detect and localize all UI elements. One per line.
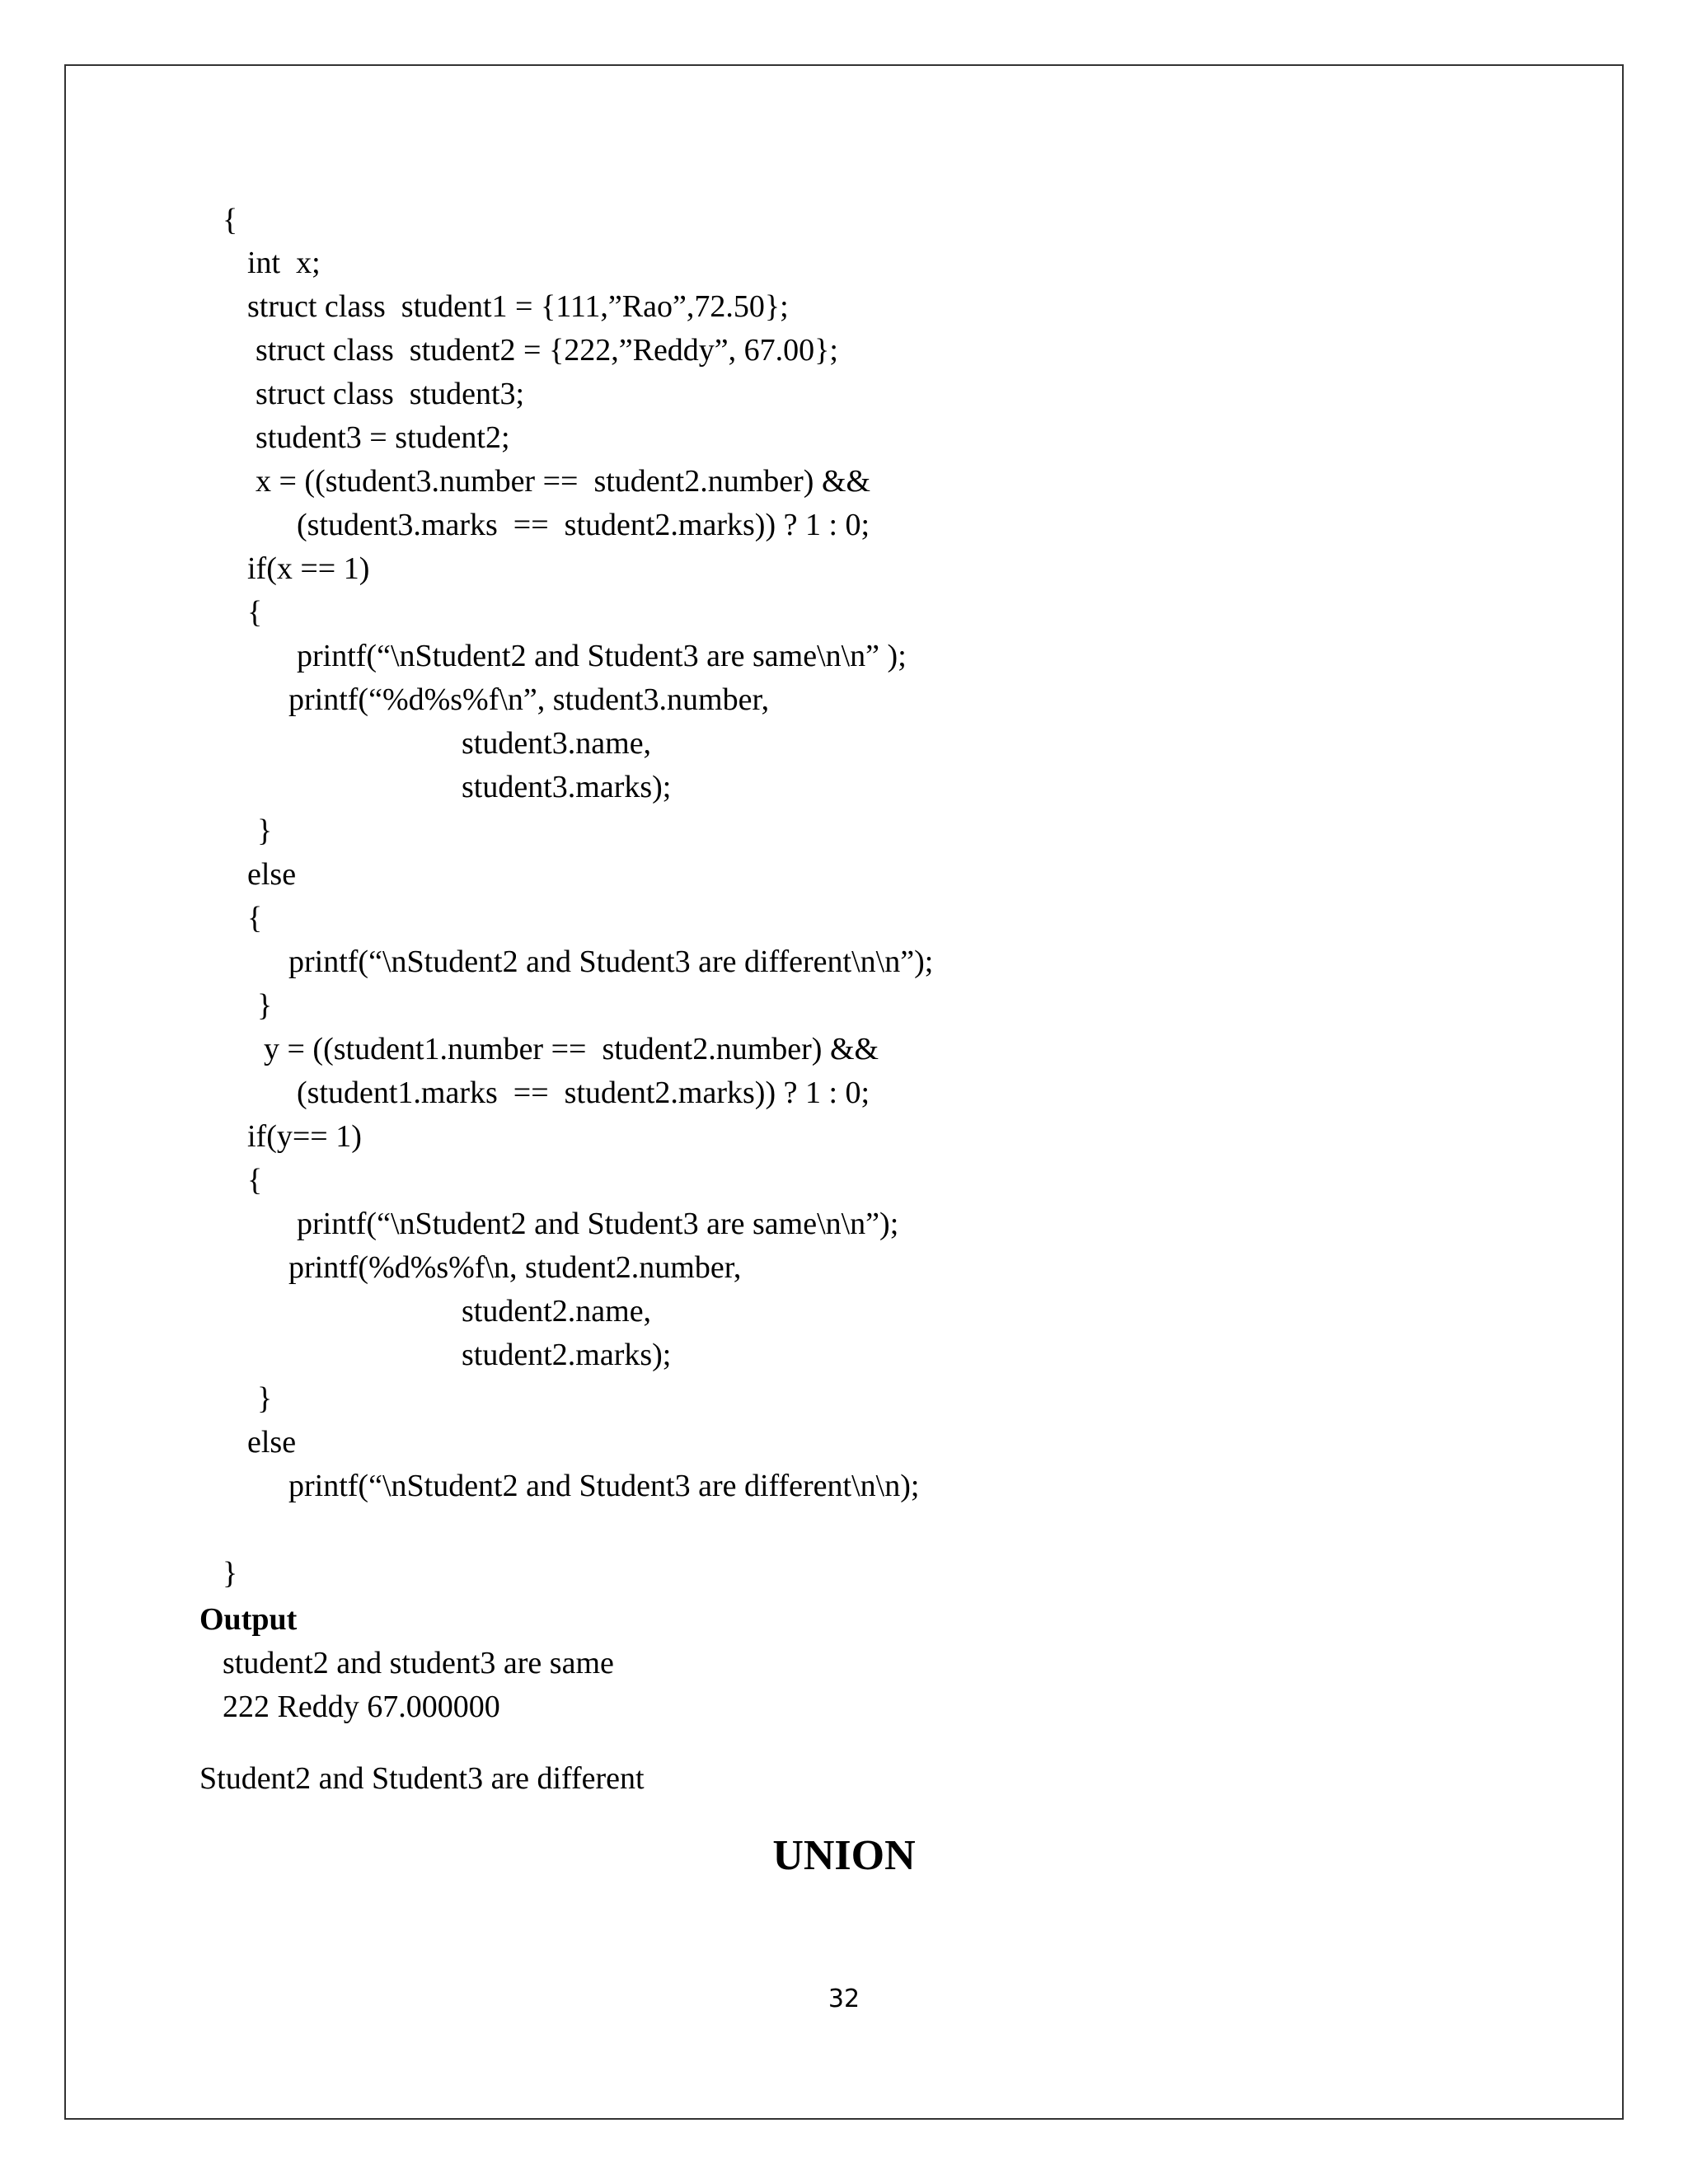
section-heading: UNION <box>772 1832 916 1879</box>
code-line: { <box>247 1163 263 1197</box>
output-line: student2 and student3 are same <box>223 1646 614 1680</box>
code-line: student3.name, <box>462 726 652 761</box>
code-line: (student3.marks == student2.marks)) ? 1 : 0; <box>297 508 870 542</box>
code-line: struct class student2 = {222,”Reddy”, 67.00}; <box>256 333 838 368</box>
code-line: student2.marks); <box>462 1338 672 1372</box>
code-line: printf(“\nStudent2 and Student3 are different\n\n”); <box>288 944 934 979</box>
code-line: { <box>247 901 263 935</box>
code-line: int x; <box>247 246 321 280</box>
code-line: student2.name, <box>462 1294 652 1329</box>
code-line: struct class student1 = {111,”Rao”,72.50}; <box>247 289 789 324</box>
code-line: else <box>247 857 297 892</box>
code-line: printf(“%d%s%f\n”, student3.number, <box>288 682 770 717</box>
code-line: printf(“\nStudent2 and Student3 are different\n\n); <box>288 1469 920 1503</box>
code-line: } <box>257 1381 273 1416</box>
code-line: if(x == 1) <box>247 551 370 586</box>
code-line: } <box>257 988 273 1023</box>
code-line: if(y== 1) <box>247 1119 362 1154</box>
code-line: } <box>257 813 273 848</box>
code-line: printf(“\nStudent2 and Student3 are same\n\n” ); <box>297 639 907 673</box>
code-line: printf(%d%s%f\n, student2.number, <box>288 1250 742 1285</box>
code-line: student3 = student2; <box>256 420 510 455</box>
output-line: 222 Reddy 67.000000 <box>223 1690 500 1724</box>
code-line: (student1.marks == student2.marks)) ? 1 : 0; <box>297 1076 870 1110</box>
output-label: Output <box>199 1602 298 1637</box>
output-line: Student2 and Student3 are different <box>199 1761 645 1796</box>
code-line: student3.marks); <box>462 770 672 804</box>
code-line: else <box>247 1425 297 1460</box>
code-line: struct class student3; <box>256 377 525 411</box>
code-line: printf(“\nStudent2 and Student3 are same\n\n”); <box>297 1207 899 1241</box>
code-line: { <box>247 595 263 630</box>
page-number: 32 <box>828 1985 860 2013</box>
code-line: { <box>223 203 238 237</box>
code-line: y = ((student1.number == student2.number) && <box>264 1032 879 1066</box>
code-line: x = ((student3.number == student2.number) && <box>256 464 871 499</box>
code-line: } <box>223 1556 238 1591</box>
